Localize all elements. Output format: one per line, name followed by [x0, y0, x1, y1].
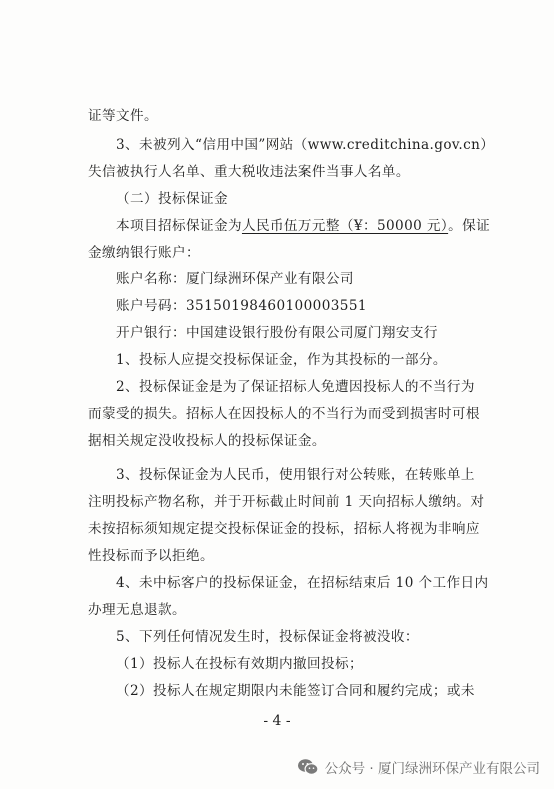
section-heading: （二）投标保证金	[116, 191, 228, 207]
text-line: 3、投标保证金为人民币，使用银行对公转账，在转账单上	[116, 467, 475, 483]
text-line: 办理无息退款。	[88, 602, 186, 618]
text-line: 2、投标保证金是为了保证招标人免遭因投标人的不当行为	[116, 379, 475, 395]
wechat-icon	[297, 758, 319, 776]
text-segment: 。保证	[448, 218, 491, 234]
bank-name: 开户银行：中国建设银行股份有限公司厦门翔安支行	[116, 325, 438, 341]
text-line: （1）投标人在投标有效期内撤回投标；	[116, 656, 363, 672]
text-line: 失信被执行人名单、重大税收违法案件当事人名单。	[88, 164, 410, 180]
account-number: 账户号码：35150198460100003551	[116, 298, 367, 314]
text-line: 未按招标须知规定提交投标保证金的投标，招标人将视为非响应	[88, 521, 480, 537]
page-number: - 4 -	[263, 713, 291, 729]
text-segment: 本项目招标保证金为	[116, 218, 242, 234]
text-line: 4、未中标客户的投标保证金，在招标结束后 10 个工作日内	[116, 575, 489, 591]
text-line: 性投标而予以拒绝。	[88, 548, 214, 564]
text-line: 金缴纳银行账户：	[88, 245, 200, 261]
text-line: 据相关规定没收投标人的投标保证金。	[88, 433, 326, 449]
footer-text: 公众号 · 厦门绿洲环保产业有限公司	[324, 761, 540, 777]
deposit-amount: 人民币伍万元整（¥：50000 元）	[241, 218, 449, 234]
text-line: 1、投标人应提交投标保证金，作为其投标的一部分。	[116, 352, 447, 368]
text-line: 而蒙受的损失。招标人在因投标人的不当行为而受到损害时可根	[88, 406, 480, 422]
text-line: 注明投标产物名称，并于开标截止时间前 1 天向招标人缴纳。对	[88, 494, 485, 510]
footer-watermark	[297, 757, 540, 777]
text-line: 3、未被列入“信用中国”网站（www.creditchina.gov.cn）	[116, 137, 495, 153]
text-line: 证等文件。	[88, 108, 158, 124]
account-name: 账户名称：厦门绿洲环保产业有限公司	[116, 271, 354, 287]
text-line: （2）投标人在规定期限内未能签订合同和履约完成；或未	[116, 683, 475, 699]
text-line	[116, 217, 490, 235]
text-line: 5、下列任何情况发生时，投标保证金将被没收：	[116, 629, 419, 645]
